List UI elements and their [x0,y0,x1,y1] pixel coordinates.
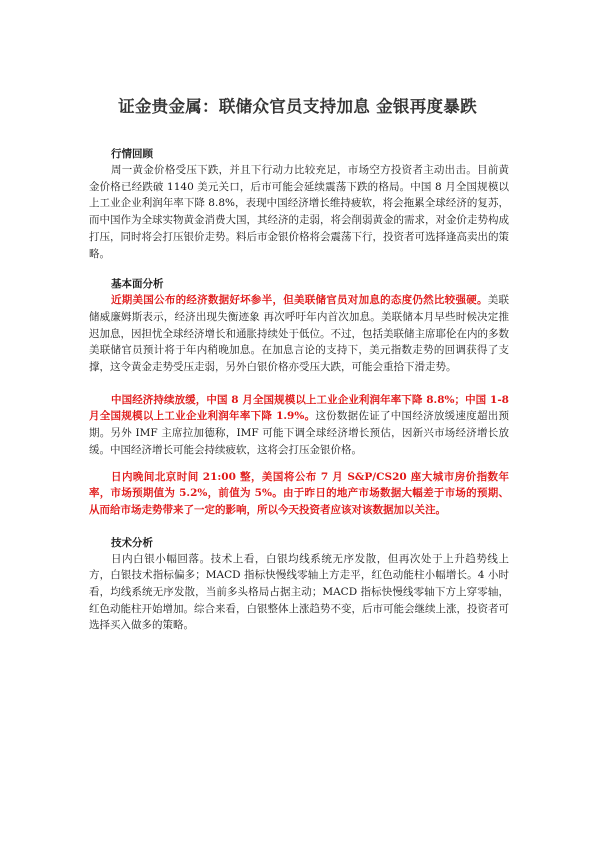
fundamental-text-2: 这份数据佐证了中国经济放缓速度超出预期。另外 IMF 主席拉加德称，IMF 可能下调全球经济增长预估，因新兴市场经济增长放缓。中国经济增长可能会持续疲软，这将会打压金银价格。 [89,410,509,456]
fundamental-highlight-3: 日内晚间北京时间 21:00 整，美国将公布 7 月 S&P/CS20 座大城市房价指数年率，市场预期值为 5.2%，前值为 5%。由于昨日的地产市场数据大幅差于市场的预期、从而给市场走势带来了一定的影响，所以今天投资者应该对该数据加以关注。 [89,470,509,516]
section-heading-technical: 技术分析 [111,536,153,549]
page-title: 证金贵金属：联储众官员支持加息 金银再度暴跌 [118,97,477,116]
section-heading-review: 行情回顾 [111,148,153,160]
fundamental-highlight-2: 中国经济持续放缓，中国 8 月全国规模以上工业企业利润年率下降 8.8%；中国 1-8 月全国规模以上工业企业利润年率下降 1.9%。 [89,393,509,423]
review-paragraph: 周一黄金价格受压下跌，并且下行动力比较充足，市场空方投资者主动出击。目前黄金价格已经跌破 1140 美元关口，后市可能会延续震荡下跌的格局。中国 8 月全国规模以上工业企业利润年率下降 8.8%，表现中国经济增长维持疲软，将会拖累全球经济的复苏，而中国作为全球实物黄金消费大国，其经济的走弱，将会削弱黄金的需求，对金价走势构成打压，同时将会打压银价走势。料后市金银价格将会震荡下行，投资者可选择逢高卖出的策略。 [89,164,509,260]
fundamental-text-1: 美联储威廉姆斯表示，经济出现失衡迹象 再次呼吁年内首次加息。美联储本月早些时候决定推迟加息，因担忧全球经济增长和通胀持续处于低位。不过，包括美联储主席耶伦在内的多数美联储官员预计将于年内稍晚加息。在加息言论的支持下，美元指数走势的回调获得了支撑，这令黄金走势受压走弱，另外白银价格亦受压大跌，可能会重拾下滑走势。 [89,294,509,374]
fundamental-paragraph-3 [89,469,509,519]
article-body [89,146,509,634]
fundamental-paragraph-2 [89,392,509,459]
fundamental-paragraph-1 [89,292,509,376]
section-heading-fundamental: 基本面分析 [111,278,164,291]
fundamental-highlight-1: 近期美国公布的经济数据好坏参半，但美联储官员对加息的态度仍然比较强硬。 [111,294,488,307]
technical-paragraph: 日内白银小幅回落。技术上看，白银均线系统无序发散，但再次处于上升趋势线上方，白银技术指标偏多；MACD 指标快慢线零轴上方走平，红色动能柱小幅增长。4 小时看，均线系统无序发散，当前多头格局占据主动；MACD 指标快慢线零轴下方上穿零轴，红色动能柱开始增加。综合来看，白银整体上涨趋势不变，后市可能会继续上涨，投资者可选择买入做多的策略。 [89,552,509,632]
